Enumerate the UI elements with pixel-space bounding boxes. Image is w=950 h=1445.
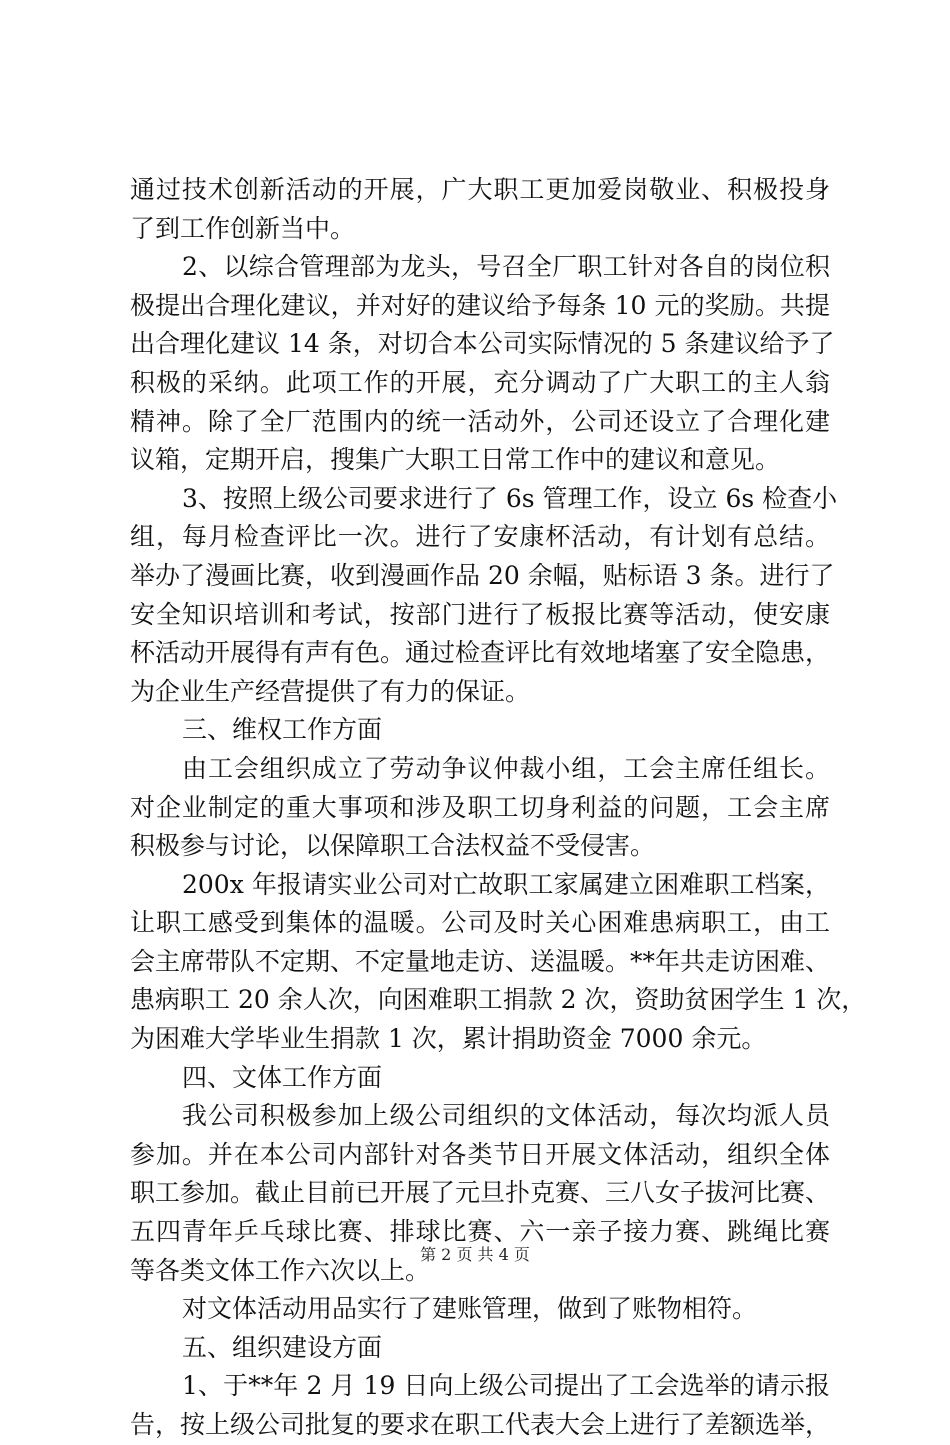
paragraph (130, 248, 835, 480)
page-number: 第 2 页 共 4 页 (420, 1245, 530, 1264)
paragraph (130, 171, 830, 248)
text-line: 四、文体工作方面 (182, 1062, 383, 1092)
paragraph (130, 866, 867, 1059)
text-line: 了到工作创新当中。 (130, 213, 356, 243)
text-line: 对企业制定的重大事项和涉及职工切身利益的问题，工会主席 (130, 792, 830, 822)
text-line: 通过技术创新活动的开展，广大职工更加爱岗敬业、积极投身 (130, 175, 830, 204)
paragraph (130, 480, 838, 712)
text-line: 为企业生产经营提供了有力的保证。 (130, 676, 531, 706)
text-line: 三、维权工作方面 (182, 715, 383, 745)
text-line: 积极的采纳。此项工作的开展，充分调动了广大职工的主人翁 (130, 367, 830, 397)
text-line: 1、于**年 2 月 19 日向上级公司提出了工会选举的请示报 (182, 1371, 830, 1401)
text-line: 让职工感受到集体的温暖。公司及时关心困难患病职工，由工 (130, 908, 830, 938)
section-heading (130, 1059, 830, 1098)
text-line: 极提出合理化建议，并对好的建议给予每条 10 元的奖励。共提 (130, 290, 830, 320)
text-line: 由工会组织成立了劳动争议仲裁小组，工会主席任组长。 (182, 753, 830, 783)
text-line: 2、以综合管理部为龙头，号召全厂职工针对各自的岗位积 (182, 252, 830, 282)
text-line: 会主席带队不定期、不定量地走访、送温暖。**年共走访困难、 (130, 946, 831, 976)
text-line: 职工参加。截止目前已开展了元旦扑克赛、三八女子拔河比赛、 (130, 1178, 831, 1208)
text-line: 对文体活动用品实行了建账管理，做到了账物相符。 (182, 1294, 758, 1324)
text-line: 200x 年报请实业公司对亡故职工家属建立困难职工档案， (182, 869, 830, 899)
text-line: 组，每月检查评比一次。进行了安康杯活动，有计划有总结。 (130, 522, 830, 552)
text-line: 五、组织建设方面 (182, 1332, 383, 1362)
text-line: 患病职工 20 余人次，向困难职工捐款 2 次，资助贫困学生 1 次， (130, 985, 867, 1015)
section-heading (130, 711, 830, 750)
text-line: 举办了漫画比赛，收到漫画作品 20 余幅，贴标语 3 条。进行了 (130, 560, 835, 590)
text-line: 参加。并在本公司内部针对各类节日开展文体活动，组织全体 (130, 1139, 830, 1169)
text-line: 议箱，定期开启，搜集广大职工日常工作中的建议和意见。 (130, 445, 781, 475)
section-heading (130, 1329, 830, 1368)
text-line: 3、按照上级公司要求进行了 6s 管理工作，设立 6s 检查小 (182, 483, 838, 513)
text-line: 精神。除了全厂范围内的统一活动外，公司还设立了合理化建 (130, 406, 830, 436)
paragraph (130, 750, 830, 866)
text-line: 等各类文体工作六次以上。 (130, 1255, 431, 1285)
text-line: 出合理化建议 14 条，对切合本公司实际情况的 5 条建议给予了 (130, 329, 835, 359)
text-line: 我公司积极参加上级公司组织的文体活动，每次均派人员 (182, 1101, 830, 1131)
paragraph (130, 1290, 830, 1329)
text-line: 五四青年乒乓球比赛、排球比赛、六一亲子接力赛、跳绳比赛 (130, 1217, 830, 1247)
text-line: 为困难大学毕业生捐款 1 次，累计捐助资金 7000 余元。 (130, 1024, 767, 1054)
text-line: 告，按上级公司批复的要求在职工代表大会上进行了差额选举， (130, 1410, 831, 1439)
text-line: 杯活动开展得有声有色。通过检查评比有效地堵塞了安全隐患， (130, 638, 831, 668)
text-line: 积极参与讨论，以保障职工合法权益不受侵害。 (130, 831, 656, 861)
text-line: 安全知识培训和考试，按部门进行了板报比赛等活动，使安康 (130, 599, 830, 629)
paragraph (130, 1367, 830, 1444)
